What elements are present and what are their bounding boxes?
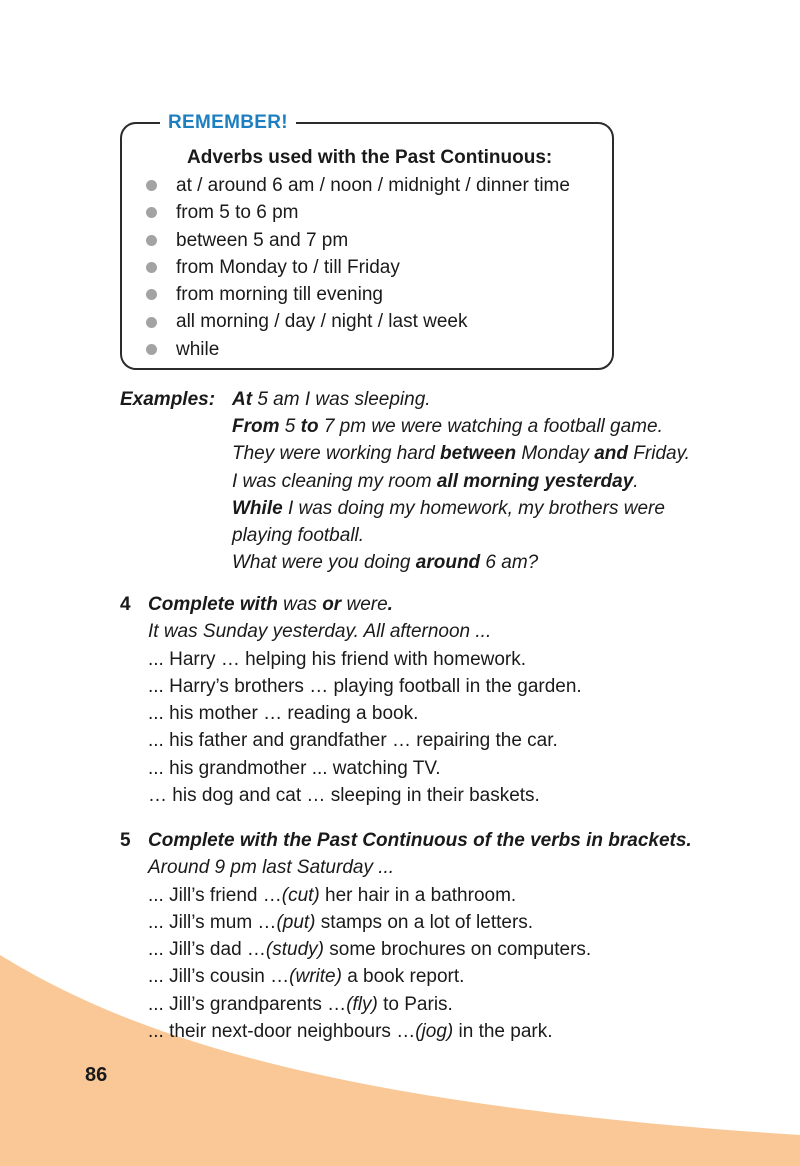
exercise-line: ... their next-door neighbours …(jog) in the park.: [148, 1021, 553, 1043]
remember-title: REMEMBER!: [160, 111, 296, 135]
adverb-text: all morning / day / night / last week: [176, 311, 468, 333]
example-line: While I was doing my homework, my brothers were: [232, 497, 665, 519]
exercise-5-number: 5: [120, 830, 131, 851]
exercise-4-instruction: Complete with was or were.: [148, 594, 393, 615]
exercise-line: ... Jill’s dad …(study) some brochures on computers.: [148, 939, 592, 961]
example-line: playing football.: [232, 525, 365, 547]
exercise-5-intro: Around 9 pm last Saturday ...: [148, 857, 395, 879]
bullet-icon: [146, 207, 157, 218]
list-item: [146, 308, 570, 335]
adverb-text: at / around 6 am / noon / midnight / dinner time: [176, 175, 570, 196]
list-item: [146, 281, 570, 308]
example-line: From 5 to 7 pm we were watching a football game.: [232, 416, 663, 438]
exercise-line: ... his grandmother ... watching TV.: [148, 757, 441, 779]
adverbs-heading: Adverbs used with the Past Continuous:: [187, 147, 553, 168]
examples-label: Examples:: [120, 389, 216, 410]
bullet-icon: [146, 289, 157, 300]
exercise-5-instruction: Complete with the Past Continuous of the verbs in brackets.: [148, 830, 692, 851]
exercise-line: ... Jill’s mum …(put) stamps on a lot of letters.: [148, 911, 534, 933]
exercise-line: ... Harry’s brothers … playing football in the garden.: [148, 675, 582, 697]
example-line: They were working hard between Monday and Friday.: [232, 443, 690, 465]
adverb-list: [146, 172, 570, 363]
exercise-line: ... Harry … helping his friend with homework.: [148, 648, 527, 670]
list-item: [146, 227, 570, 254]
exercise-line: ... Jill’s grandparents …(fly) to Paris.: [148, 993, 453, 1015]
example-line: I was cleaning my room all morning yesterday.: [232, 470, 639, 492]
exercise-line: … his dog and cat … sleeping in their baskets.: [148, 785, 540, 807]
exercise-line: ... Jill’s cousin …(write) a book report.: [148, 966, 465, 988]
adverb-text: from Monday to / till Friday: [176, 256, 400, 278]
bullet-icon: [146, 180, 157, 191]
bullet-icon: [146, 262, 157, 273]
exercise-4: [148, 591, 582, 809]
bullet-icon: [146, 235, 157, 246]
page-number: 86: [85, 1064, 108, 1086]
exercise-line: ... Jill’s friend …(cut) her hair in a bathroom.: [148, 884, 517, 906]
adverb-text: from 5 to 6 pm: [176, 202, 299, 224]
bullet-icon: [146, 344, 157, 355]
adverb-text: while: [176, 338, 220, 360]
example-line: What were you doing around 6 am?: [232, 552, 539, 574]
exercise-4-number: 4: [120, 594, 131, 615]
list-item: [146, 336, 570, 363]
example-line: At 5 am I was sleeping.: [232, 389, 431, 410]
exercise-4-intro: It was Sunday yesterday. All afternoon ...: [148, 621, 492, 643]
adverb-text: from morning till evening: [176, 284, 383, 306]
adverb-text: between 5 and 7 pm: [176, 229, 349, 251]
exercise-line: ... his mother … reading a book.: [148, 703, 419, 725]
list-item: [146, 172, 570, 199]
list-item: [146, 254, 570, 281]
examples-list: [232, 386, 690, 576]
exercise-5: [148, 827, 692, 1045]
exercise-line: ... his father and grandfather … repairing the car.: [148, 730, 558, 752]
list-item: [146, 199, 570, 226]
bullet-icon: [146, 317, 157, 328]
